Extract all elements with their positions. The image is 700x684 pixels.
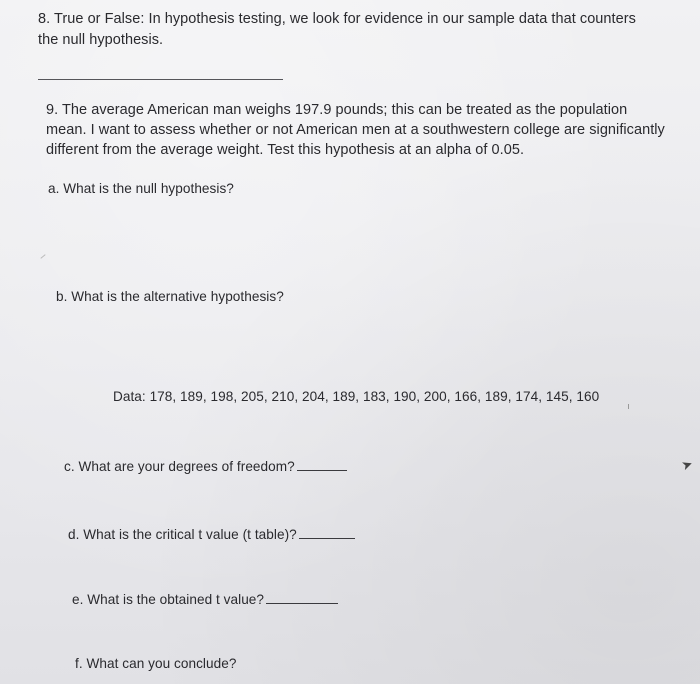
question-9c-text: c. What are your degrees of freedom? — [64, 459, 295, 474]
question-8-line-2: the null hypothesis. — [38, 32, 164, 48]
question-9 — [46, 100, 665, 160]
pen-mark-2 — [628, 404, 629, 409]
data-values: Data: 178, 189, 198, 205, 210, 204, 189, 183, 190, 200, 166, 189, 174, 145, 160 — [113, 389, 600, 404]
question-9c — [64, 459, 347, 474]
pen-mark-1 — [40, 254, 45, 259]
question-9-line-3: different from the average weight. Test this hypothesis at an alpha of 0.05. — [46, 142, 525, 158]
question-9e-answer-line — [266, 602, 338, 604]
question-9b: b. What is the alternative hypothesis? — [56, 289, 284, 304]
question-9e — [72, 592, 338, 607]
question-9f: f. What can you conclude? — [75, 656, 237, 671]
question-9a: a. What is the null hypothesis? — [48, 181, 234, 196]
question-8-line-1: 8. True or False: In hypothesis testing, we look for evidence in our sample data that counters — [38, 11, 636, 27]
question-9e-text: e. What is the obtained t value? — [72, 592, 265, 607]
question-9d-text: d. What is the critical t value (t table)? — [68, 527, 297, 542]
question-9d-answer-line — [299, 537, 355, 539]
question-9c-answer-line — [297, 469, 347, 471]
question-9d — [68, 527, 355, 542]
cursor-arrow-icon: ➤ — [679, 456, 696, 475]
question-9-line-2: mean. I want to assess whether or not American men at a southwestern college are significantly — [46, 122, 665, 138]
question-8-answer-line — [38, 79, 283, 80]
question-8 — [38, 9, 636, 51]
question-9-line-1: 9. The average American man weighs 197.9 pounds; this can be treated as the population — [46, 102, 628, 118]
